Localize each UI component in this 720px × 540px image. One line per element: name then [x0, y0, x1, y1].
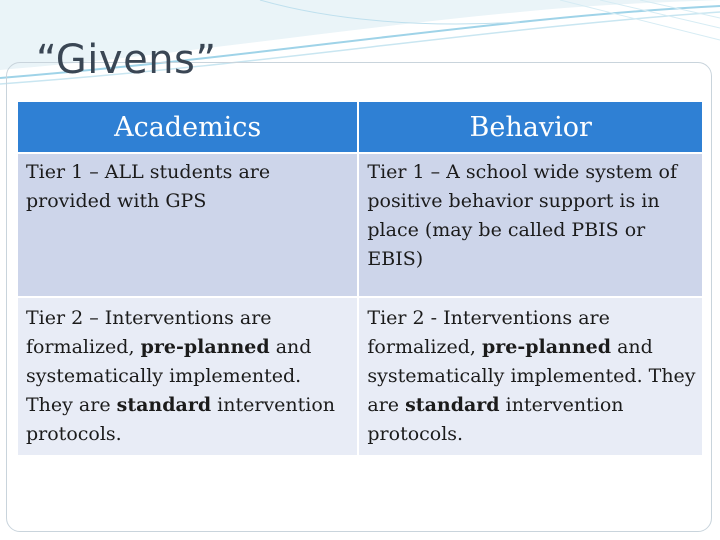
slide-title: “Givens”	[36, 37, 217, 83]
cell-text: Tier 2 – Interventions are formalized,	[26, 307, 272, 358]
table-row	[18, 154, 702, 298]
cell-text: and systematically implemented. They are	[26, 336, 312, 416]
cell-text: intervention protocols.	[367, 394, 624, 445]
cell-tier1-academics	[18, 154, 359, 298]
emphasis-text: pre-planned	[481, 336, 612, 358]
emphasis-text: pre-planned	[140, 336, 270, 358]
column-header-behavior: Behavior	[359, 102, 702, 154]
table-header-row	[18, 102, 702, 154]
emphasis-text: standard	[405, 394, 500, 416]
table-row	[18, 298, 702, 457]
cell-text: Tier 1 – A school wide system of positive behavior support is in place (may be called PBIS or EBIS)	[367, 161, 677, 270]
givens-table	[18, 102, 702, 457]
column-header-academics: Academics	[18, 102, 359, 154]
cell-text: intervention protocols.	[26, 394, 336, 445]
cell-text: and systematically implemented. They are	[367, 336, 696, 416]
cell-text: Tier 1 – ALL students are provided with GPS	[26, 161, 271, 212]
cell-tier2-behavior	[359, 298, 702, 457]
cell-text: Tier 2 - Interventions are formalized,	[367, 307, 610, 358]
cell-tier1-behavior	[359, 154, 702, 298]
cell-tier2-academics	[18, 298, 359, 457]
emphasis-text: standard	[116, 394, 212, 416]
